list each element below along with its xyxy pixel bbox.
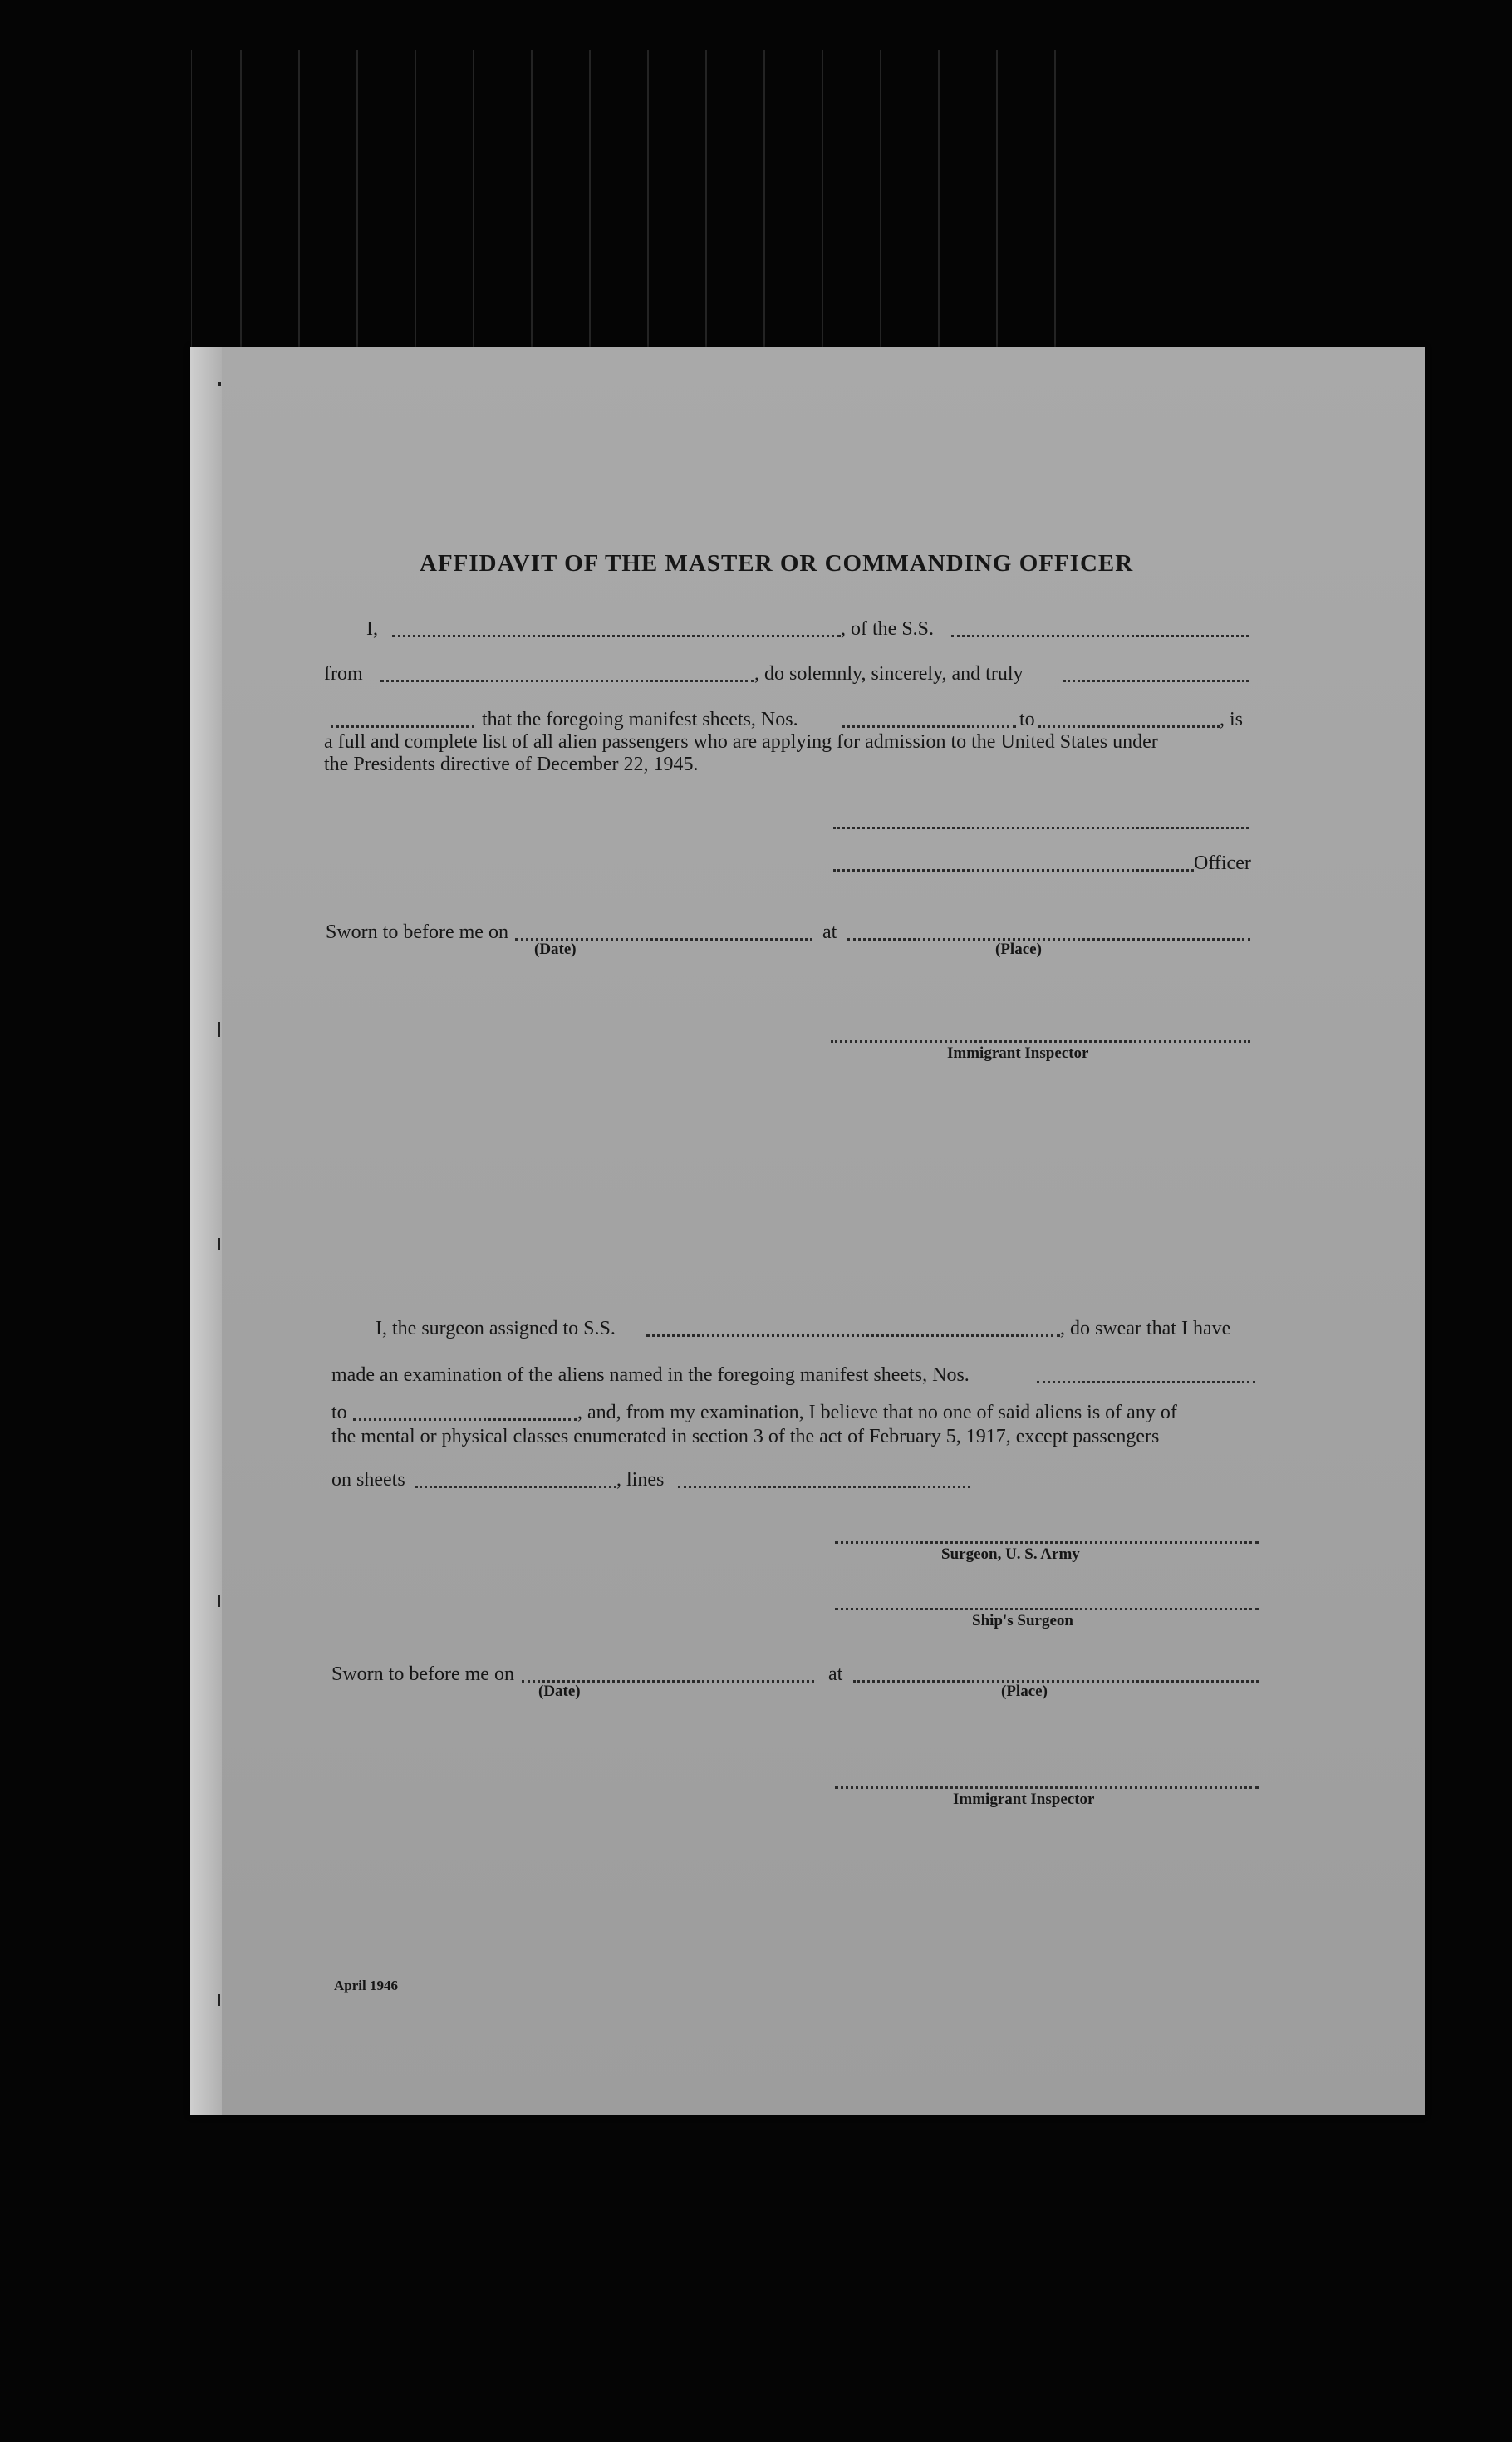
surgeon-to-label: to — [331, 1402, 347, 1423]
surgeon-inspector-signature-field[interactable] — [835, 1786, 1259, 1789]
surgeon-sheets-to-field[interactable] — [353, 1418, 577, 1421]
affidavit-line-5: the Presidents directive of December 22, 1945. — [324, 754, 699, 775]
sheets-to-field[interactable] — [1038, 725, 1220, 728]
exception-sheets-field[interactable] — [415, 1486, 616, 1488]
sworn-place-field[interactable] — [847, 938, 1250, 941]
edge-mark — [218, 1595, 220, 1607]
of-ss-label: , of the S.S. — [841, 618, 935, 640]
surgeon-sworn-place-field[interactable] — [853, 1680, 1259, 1683]
edge-mark — [218, 1238, 220, 1250]
surgeon-line-4: the mental or physical classes enumerated in section 3 of the act of February 5, 1917, except passengers — [331, 1426, 1160, 1447]
date-caption: (Date) — [534, 941, 577, 958]
surgeon-at-label: at — [828, 1663, 843, 1685]
inspector-signature-field[interactable] — [831, 1040, 1250, 1043]
surgeon-place-caption: (Place) — [1001, 1683, 1048, 1700]
surgeon-line-3: , and, from my examination, I believe that no one of said aliens is of any of — [577, 1402, 1177, 1423]
to-label: to — [1019, 709, 1035, 730]
army-surgeon-caption: Surgeon, U. S. Army — [941, 1545, 1080, 1563]
edge-mark — [218, 382, 221, 386]
surgeon-sworn-label: Sworn to before me on — [331, 1663, 514, 1685]
place-caption: (Place) — [995, 941, 1042, 958]
is-label: , is — [1220, 709, 1244, 730]
officer-signature-line-1[interactable] — [833, 827, 1249, 829]
army-surgeon-signature-field[interactable] — [835, 1541, 1259, 1544]
do-swear-label: , do swear that I have — [1060, 1318, 1231, 1339]
document-page — [190, 347, 1425, 2115]
exception-lines-field[interactable] — [678, 1486, 970, 1488]
surgeon-ship-field[interactable] — [646, 1334, 1060, 1337]
at-label: at — [822, 921, 837, 943]
edge-mark — [218, 1022, 220, 1037]
solemnly-swear-label: , do solemnly, sincerely, and truly — [754, 663, 1024, 685]
form-date: April 1946 — [334, 1978, 398, 1993]
ships-surgeon-caption: Ship's Surgeon — [972, 1612, 1073, 1629]
surgeon-line-1: I, the surgeon assigned to S.S. — [376, 1318, 616, 1339]
officer-label: Officer — [1194, 852, 1251, 874]
manifest-sheets-label: that the foregoing manifest sheets, Nos. — [482, 709, 798, 730]
lines-label: , lines — [616, 1469, 665, 1491]
surgeon-immigrant-inspector-caption: Immigrant Inspector — [953, 1791, 1095, 1808]
sheets-from-field[interactable] — [842, 725, 1016, 728]
on-sheets-label: on sheets — [331, 1469, 405, 1491]
sworn-label: Sworn to before me on — [326, 921, 508, 943]
oath-continuation-field[interactable] — [331, 725, 474, 728]
officer-signature-line-2[interactable] — [833, 869, 1194, 872]
ship-name-field[interactable] — [951, 635, 1249, 637]
from-label: from — [324, 663, 363, 685]
immigrant-inspector-caption: Immigrant Inspector — [947, 1044, 1089, 1062]
affidavit-i-label: I, — [366, 618, 378, 640]
surgeon-line-2: made an examination of the aliens named in the foregoing manifest sheets, Nos. — [331, 1364, 970, 1386]
affidavit-line-4: a full and complete list of all alien passengers who are applying for admission to the United States under — [324, 731, 1158, 753]
master-name-field[interactable] — [392, 635, 841, 637]
oath-type-field[interactable] — [1063, 680, 1249, 682]
surgeon-sheets-from-field[interactable] — [1037, 1381, 1255, 1383]
ships-surgeon-signature-field[interactable] — [835, 1608, 1259, 1610]
from-port-field[interactable] — [380, 680, 754, 682]
surgeon-date-caption: (Date) — [538, 1683, 581, 1700]
edge-mark — [218, 1994, 220, 2006]
page-title: AFFIDAVIT OF THE MASTER OR COMMANDING OFFICER — [420, 550, 1134, 577]
